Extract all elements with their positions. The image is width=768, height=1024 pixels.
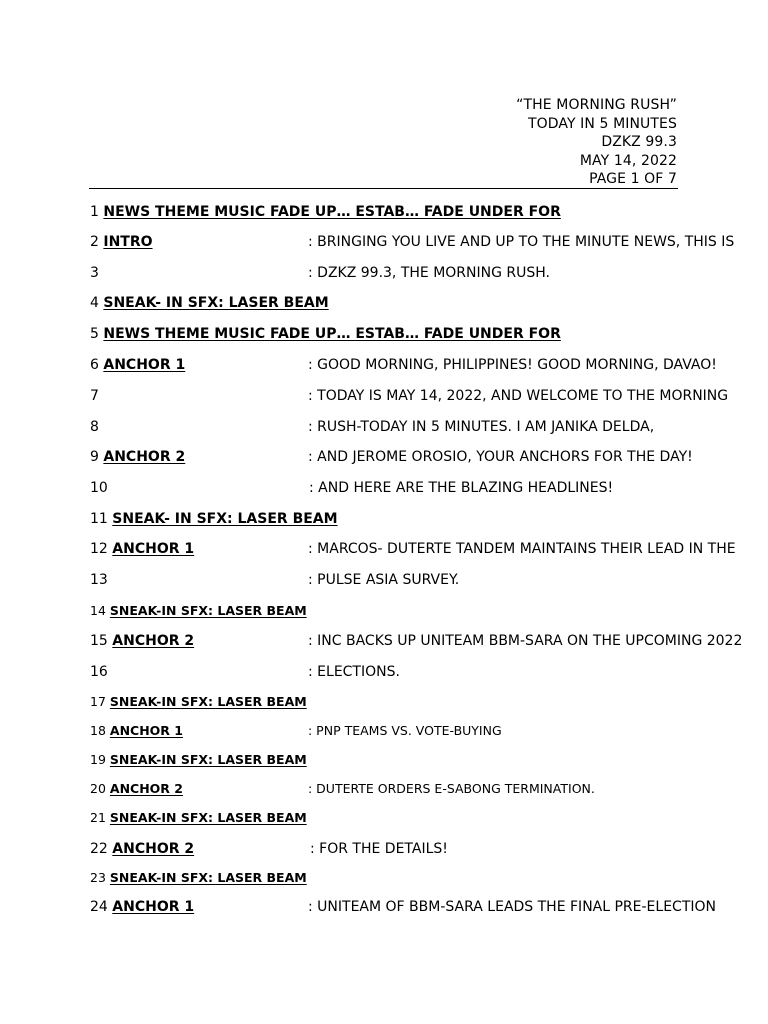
line-number: 22 [90, 841, 108, 857]
dialogue-text: : ELECTIONS. [308, 664, 400, 680]
cue-label: SNEAK-IN SFX: LASER BEAM [109, 752, 307, 767]
line-number: 5 [90, 326, 99, 342]
cue-label: ANCHOR 1 [103, 357, 186, 373]
line-number: 12 [90, 541, 108, 557]
program-title: “THE MORNING RUSH” [516, 97, 677, 113]
dialogue-text: : GOOD MORNING, PHILIPPINES! GOOD MORNING, DAVAO! [308, 357, 717, 373]
line-number: 23 [90, 870, 106, 885]
line-number: 13 [90, 572, 108, 588]
dialogue-text: : UNITEAM OF BBM-SARA LEADS THE FINAL PRE-ELECTION [308, 899, 716, 915]
line-number: 10 [90, 480, 108, 496]
cue-label: ANCHOR 2 [109, 781, 183, 796]
script-line [90, 632, 743, 650]
line-number: 20 [90, 781, 106, 796]
cue-label: SNEAK-IN SFX: LASER BEAM [109, 810, 307, 825]
script-line [90, 751, 307, 769]
dialogue-text: : BRINGING YOU LIVE AND UP TO THE MINUTE NEWS, THIS IS [308, 234, 735, 250]
dialogue-text: : INC BACKS UP UNITEAM BBM-SARA ON THE UPCOMING 2022 [308, 633, 743, 649]
cue-label: NEWS THEME MUSIC FADE UP… ESTAB… FADE UNDER FOR [103, 326, 561, 342]
dialogue-text: : AND JEROME OROSIO, YOUR ANCHORS FOR THE DAY! [308, 449, 693, 465]
script-date: MAY 14, 2022 [579, 152, 677, 169]
line-number: 16 [90, 664, 108, 680]
line-number: 2 [90, 234, 99, 250]
script-line [90, 448, 693, 466]
script-line [90, 233, 735, 251]
line-number: 1 [90, 204, 99, 220]
station-name: DZKZ 99.3 [601, 134, 677, 150]
line-number: 21 [90, 810, 106, 825]
cue-label: ANCHOR 2 [112, 633, 195, 649]
script-line [90, 418, 655, 436]
script-line [90, 722, 502, 740]
cue-label: SNEAK-IN SFX: LASER BEAM [109, 870, 307, 885]
cue-label: SNEAK-IN SFX: LASER BEAM [109, 603, 307, 618]
line-number: 15 [90, 633, 108, 649]
line-number: 18 [90, 723, 106, 738]
cue-label: SNEAK- IN SFX: LASER BEAM [103, 295, 329, 311]
segment-title: TODAY IN 5 MINUTES [527, 115, 677, 132]
cue-label: ANCHOR 2 [103, 449, 186, 465]
cue-label: INTRO [103, 234, 153, 250]
line-number: 19 [90, 752, 106, 767]
dialogue-text: : PULSE ASIA SURVEY. [308, 572, 460, 588]
line-number: 11 [90, 511, 108, 527]
script-line [90, 203, 561, 221]
dialogue-text: : AND HERE ARE THE BLAZING HEADLINES! [309, 480, 614, 496]
script-line [90, 540, 736, 558]
line-number: 6 [90, 357, 99, 373]
cue-label: SNEAK-IN SFX: LASER BEAM [109, 694, 307, 709]
script-line [90, 510, 338, 528]
script-line [90, 898, 716, 916]
dialogue-text: : MARCOS- DUTERTE TANDEM MAINTAINS THEIR LEAD IN THE [308, 541, 736, 557]
cue-label: SNEAK- IN SFX: LASER BEAM [112, 511, 338, 527]
script-line [90, 264, 550, 282]
script-line [90, 780, 595, 798]
dialogue-text: : DZKZ 99.3, THE MORNING RUSH. [308, 265, 550, 281]
script-line [90, 571, 460, 589]
script-line [90, 602, 307, 620]
script-line [90, 869, 307, 887]
cue-label: ANCHOR 2 [112, 841, 195, 857]
cue-label: NEWS THEME MUSIC FADE UP… ESTAB… FADE UNDER FOR [103, 204, 561, 220]
line-number: 14 [90, 603, 106, 618]
line-number: 9 [90, 449, 99, 465]
line-number: 3 [90, 265, 99, 281]
script-line [90, 479, 614, 497]
script-line [90, 663, 400, 681]
script-line [90, 325, 561, 343]
page-number: PAGE 1 OF 7 [589, 171, 677, 187]
script-header [516, 96, 677, 189]
script-line [90, 356, 717, 374]
script-line [90, 693, 307, 711]
script-line [90, 294, 329, 312]
dialogue-text: : TODAY IS MAY 14, 2022, AND WELCOME TO THE MORNING [308, 388, 729, 404]
cue-label: ANCHOR 1 [109, 723, 183, 738]
line-number: 17 [90, 694, 106, 709]
dialogue-text: : DUTERTE ORDERS E-SABONG TERMINATION. [308, 781, 595, 796]
line-number: 24 [90, 899, 108, 915]
script-line [90, 387, 729, 405]
dialogue-text: : PNP TEAMS VS. VOTE-BUYING [308, 723, 502, 738]
dialogue-text: : FOR THE DETAILS! [310, 841, 448, 857]
cue-label: ANCHOR 1 [112, 899, 195, 915]
line-number: 4 [90, 295, 99, 311]
line-number: 8 [90, 419, 99, 435]
header-divider [89, 188, 678, 189]
line-number: 7 [90, 388, 99, 404]
script-line [90, 809, 307, 827]
script-line [90, 840, 448, 858]
dialogue-text: : RUSH-TODAY IN 5 MINUTES. I AM JANIKA DELDA, [308, 419, 655, 435]
cue-label: ANCHOR 1 [112, 541, 195, 557]
